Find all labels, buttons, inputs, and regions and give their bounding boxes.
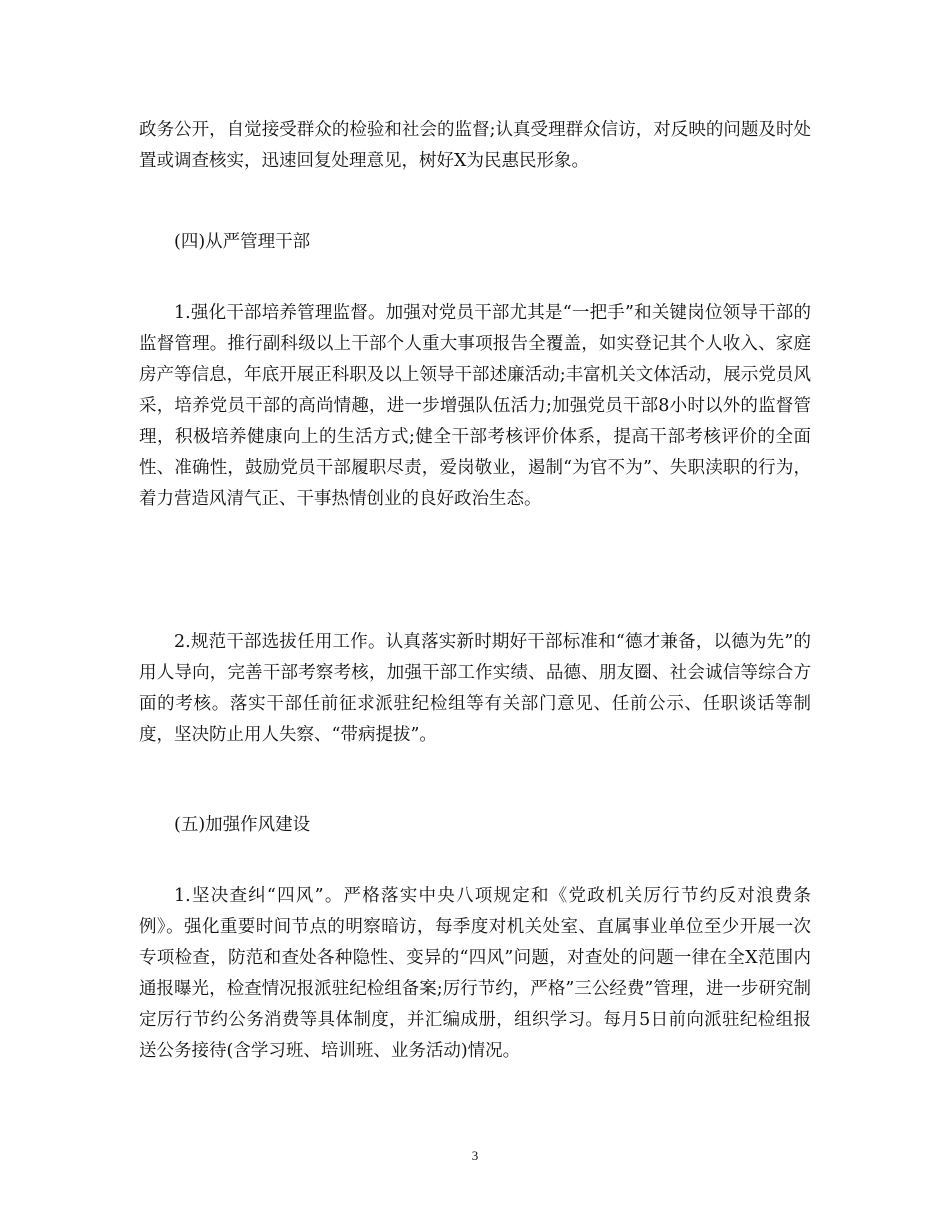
paragraph-cadre-selection: 2.规范干部选拔任用工作。认真落实新时期好干部标准和“德才兼备，以德为先”的用人导向，完善干部考察考核，加强干部工作实绩、品德、朋友圈、社会诚信等综合方面的考核。落实干部任前征求派驻纪检组等有关部门意见、任前公示、任职谈话等制度，坚决防止用人失察、“带病提拔”。 <box>139 632 811 745</box>
section-heading-4: (四)从严管理干部 <box>174 232 311 252</box>
paragraph-cadre-supervision: 1.强化干部培养管理监督。加强对党员干部尤其是“一把手”和关键岗位领导干部的监督管理。推行副科级以上干部个人重大事项报告全覆盖，如实登记其个人收入、家庭房产等信息，年底开展正科职及以上领导干部述廉活动;丰富机关文体活动，展示党员风采，培养党员干部的高尚情趣，进一步增强队伍活力;加强党员干部8小时以外的监督管理，积极培养健康向上的生活方式;健全干部考核评价体系，提高干部考核评价的全面性、准确性，鼓励党员干部履职尽责，爱岗敬业，遏制“为官不为”、失职渎职的行为，着力营造风清气正、干事热情创业的良好政治生态。 <box>139 303 811 509</box>
page-number: 3 <box>471 1148 479 1163</box>
paragraph-continuation: 政务公开，自觉接受群众的检验和社会的监督;认真受理群众信访，对反映的问题及时处置或调查核实，迅速回复处理意见，树好X为民惠民形象。 <box>139 120 811 171</box>
paragraph-four-winds: 1.坚决查纠“四风”。严格落实中央八项规定和《党政机关厉行节约反对浪费条例》。强化重要时间节点的明察暗访，每季度对机关处室、直属事业单位至少开展一次专项检查，防范和查处各种隐性、变异的“四风”问题，对查处的问题一律在全X范围内通报曝光，检查情况报派驻纪检组备案;厉行节约，严格”三公经费”管理，进一步研究制定厉行节约公务消费等具体制度，并汇编成册，组织学习。每月5日前向派驻纪检组报送公务接待(含学习班、培训班、业务活动)情况。 <box>139 886 811 1061</box>
section-heading-5: (五)加强作风建设 <box>174 815 311 835</box>
